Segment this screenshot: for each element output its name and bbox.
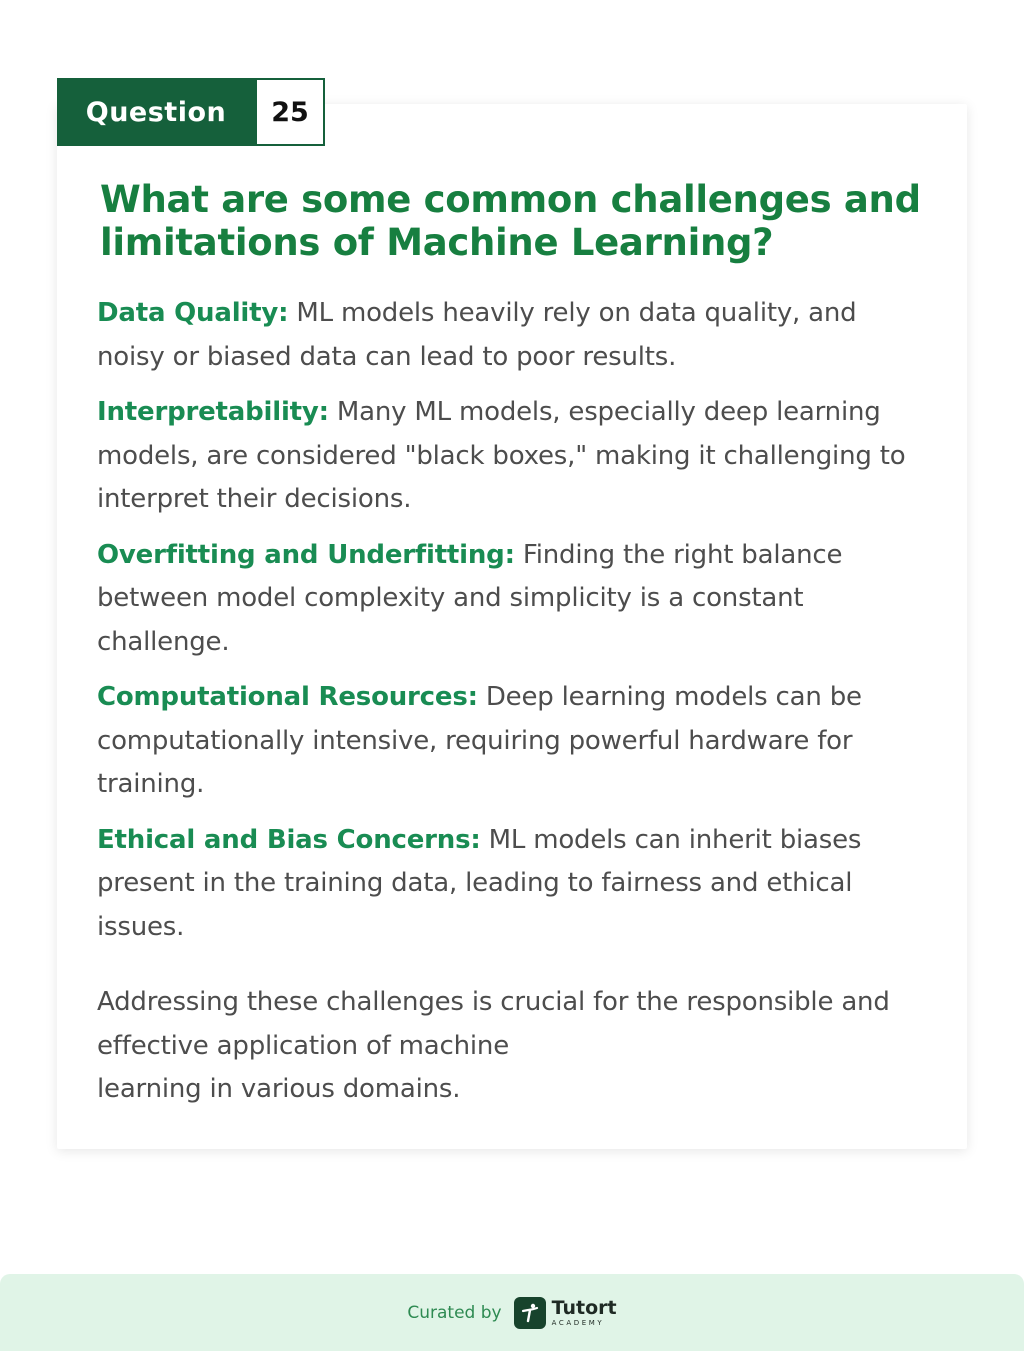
list-item bbox=[97, 676, 927, 807]
list-item bbox=[97, 819, 927, 950]
item-text: Deep learning models can be computationally intensive, requiring powerful hardware for training. bbox=[97, 682, 862, 799]
footer bbox=[0, 1274, 1024, 1351]
brand-subtitle: ACADEMY bbox=[551, 1318, 605, 1327]
item-term: Computational Resources: bbox=[97, 682, 478, 712]
item-text: Finding the right balance between model complexity and simplicity is a constant challenge. bbox=[97, 539, 843, 657]
challenge-list bbox=[97, 292, 927, 961]
item-term: Overfitting and Underfitting: bbox=[97, 539, 515, 570]
question-number: 25 bbox=[255, 78, 325, 146]
question-title: What are some common challenges and limitations of Machine Learning? bbox=[100, 178, 921, 264]
question-label: Question bbox=[57, 78, 255, 146]
curated-by-label: Curated by bbox=[407, 1302, 502, 1323]
tutort-logo-glyph bbox=[519, 1302, 541, 1324]
list-item bbox=[97, 292, 927, 379]
conclusion-line: Addressing these challenges is crucial for the responsible and effective application of machine bbox=[97, 987, 890, 1061]
list-item bbox=[97, 391, 927, 522]
item-term: Data Quality: bbox=[97, 298, 289, 328]
list-item bbox=[97, 534, 927, 665]
conclusion bbox=[97, 981, 937, 1112]
item-term: Interpretability: bbox=[97, 397, 329, 427]
tutort-logo-icon bbox=[514, 1297, 546, 1329]
item-text: Many ML models, especially deep learning models, are considered "black boxes," making it challenging to interpret their decisions. bbox=[97, 397, 906, 514]
brand-logo bbox=[551, 1296, 617, 1327]
item-text: ML models can inherit biases present in the training data, leading to fairness and ethical issues. bbox=[97, 824, 862, 942]
item-text: ML models heavily rely on data quality, and noisy or biased data can lead to poor results. bbox=[97, 298, 857, 372]
conclusion-line: learning in various domains. bbox=[97, 1074, 461, 1104]
brand-name: Tutort bbox=[551, 1296, 617, 1319]
item-term: Ethical and Bias Concerns: bbox=[97, 824, 481, 855]
